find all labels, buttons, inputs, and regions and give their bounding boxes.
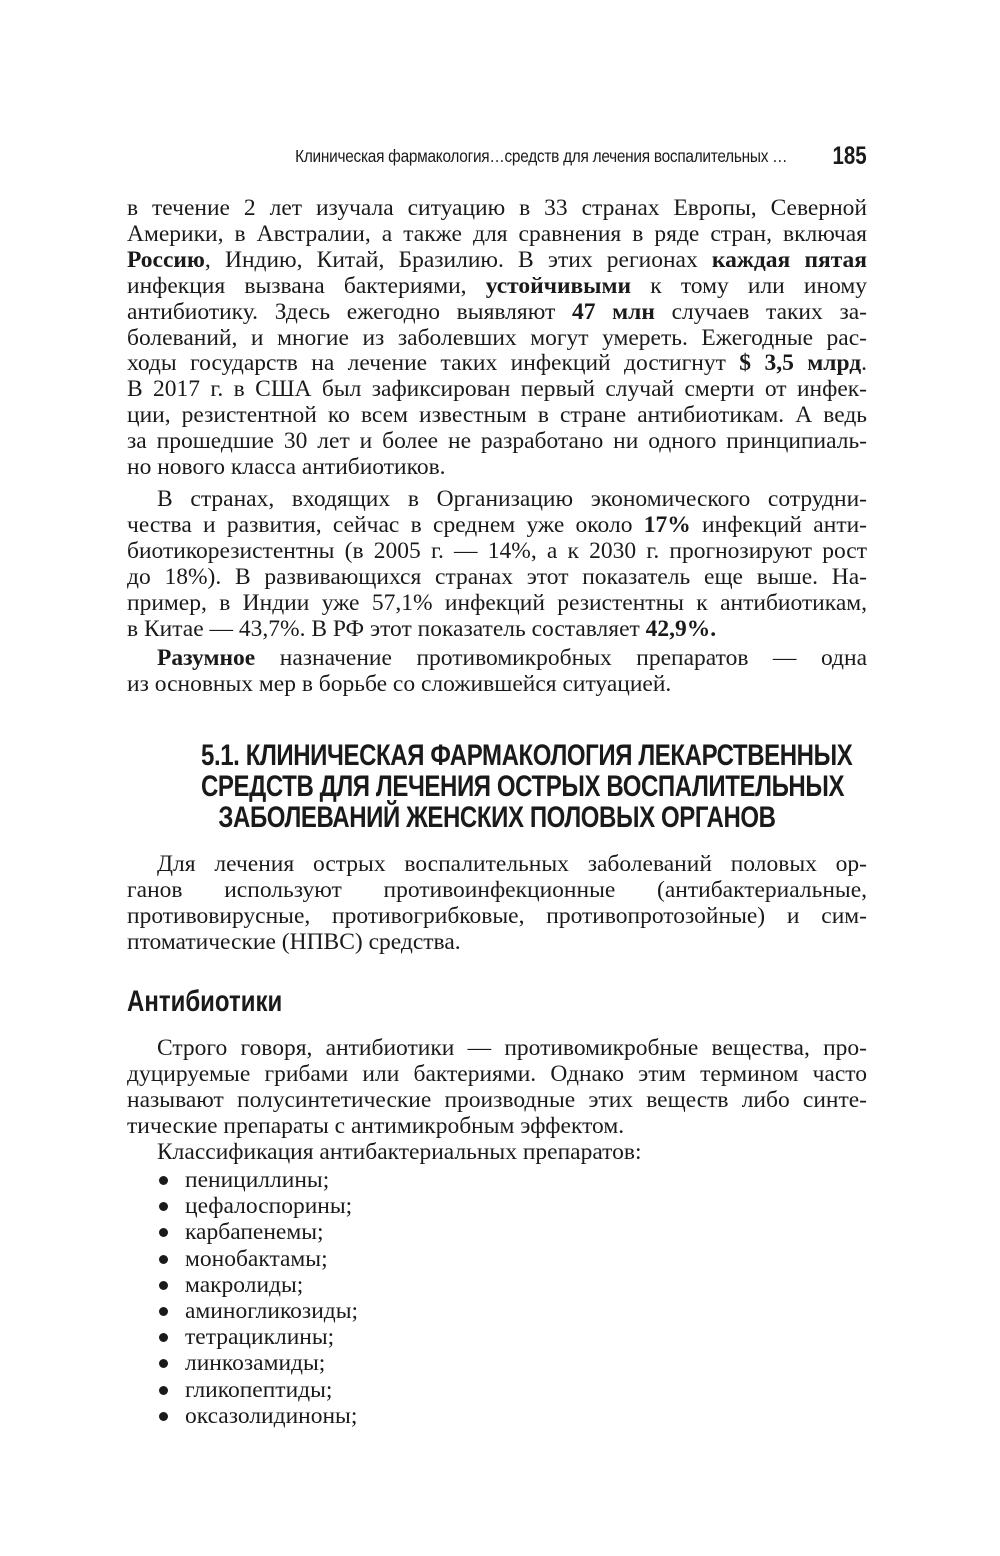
list-item [157,1377,358,1403]
classification-list [157,1167,358,1429]
list-item [157,1246,358,1272]
text-line: называют полусинтетические производные этих веществ либо синте- [127,1086,867,1113]
list-item-text: карбапенемы; [185,1219,324,1246]
bold-term-every-fifth: каждая пятая [711,246,867,273]
text-span: чества и развития, сейчас в среднем уже около [127,511,644,538]
text-span: инфекций анти- [690,511,867,538]
bullet-icon [159,1281,168,1290]
section-heading-line: 5.1. КЛИНИЧЕСКАЯ ФАРМАКОЛОГИЯ ЛЕКАРСТВЕННЫХ [201,739,853,772]
list-item-text: аминогликозиды; [185,1298,359,1325]
text-line: Строго говоря, антибиотики — противомикробные вещества, про- [157,1035,867,1061]
bold-term-3-5-bln: $ 3,5 млрд [739,350,862,377]
text-line: пример, в Индии уже 57,1% инфекций резистентны к антибиотикам, [127,589,867,616]
text-span: , Индию, Китай, Бразилию. В этих регионах [204,246,712,273]
section-intro-paragraph [127,852,867,956]
text-span: в Китае — 43,7%. В РФ этот показатель составляет [127,615,646,642]
text-span: случаев таких за- [654,298,867,325]
text-line: из основных мер в борьбе со сложившейся ситуацией. [127,670,672,697]
text-line [127,248,867,274]
text-line: противовирусные, противогрибковые, противопротозойные) и сим- [127,902,867,929]
running-head [127,142,867,172]
bullet-icon [159,1412,168,1421]
bold-term-17pct: 17% [643,511,691,538]
bold-term-rational: Разумное [157,645,256,671]
bold-term-42-9pct: 42,9%. [645,615,717,642]
text-line [127,351,867,377]
bullet-icon [159,1228,168,1237]
list-item [157,1350,358,1376]
text-line: болеваний, и многие из заболевших могут умереть. Ежегодные рас- [127,324,867,351]
text-line: биотикорезистентны (в 2005 г. — 14%, а к 2030 г. прогнозируют рост [127,537,867,564]
rational-paragraph [127,646,867,698]
list-item [157,1298,358,1324]
section-heading-line: ЗАБОЛЕВАНИЙ ЖЕНСКИХ ПОЛОВЫХ ОРГАНОВ [218,801,776,834]
text-line [127,513,867,539]
list-item-text: гликопептиды; [185,1376,333,1403]
bullet-icon [159,1333,168,1342]
bullet-icon [159,1359,168,1368]
list-item-text: оксазолидиноны; [185,1402,358,1429]
list-item [157,1219,358,1245]
text-span: инфекция вызвана бактериями, [127,272,486,299]
text-line [127,646,867,672]
list-item [157,1403,358,1429]
list-item-text: линкозамиды; [185,1350,326,1377]
list-item-text: пенициллины; [185,1167,330,1193]
intro-paragraph [127,196,867,481]
text-line: до 18%). В развивающихся странах этот показатель еще выше. На- [127,563,867,590]
text-span: . [861,350,867,377]
text-line: Классификация антибактериальных препаратов: [157,1138,642,1165]
section-heading-line: СРЕДСТВ ДЛЯ ЛЕЧЕНИЯ ОСТРЫХ ВОСПАЛИТЕЛЬНЫХ [201,770,845,803]
subheading-antibiotics: Антибиотики [127,985,283,1018]
text-line: тические препараты с антимикробным эффектом. [127,1112,625,1139]
text-span: назначение противомикробных препаратов — одна [255,645,867,671]
text-span: ходы государств на лечение таких инфекций достигнут [127,350,740,377]
bullet-icon [159,1307,168,1316]
text-line: в течение 2 лет изучала ситуацию в 33 странах Европы, Северной [127,195,867,221]
list-item [157,1193,358,1219]
running-title: Клиническая фармакология…средств для лечения воспалительных … [294,146,787,166]
text-line: птоматические (НПВС) средства. [127,928,461,955]
text-line [127,300,867,326]
bullet-icon [159,1176,168,1185]
text-line: Для лечения острых воспалительных заболеваний половых ор- [157,851,867,877]
text-line [127,274,867,300]
bullet-icon [159,1386,168,1395]
list-item-text: тетрациклины; [185,1324,335,1351]
text-span: антибиотику. Здесь ежегодно выявляют [127,298,572,325]
text-line: ции, резистентной ко всем известным в стране антибиотикам. А ведь [127,402,867,429]
list-item [157,1324,358,1350]
list-item-text: макролиды; [185,1271,304,1298]
list-item-text: цефалоспорины; [185,1193,353,1220]
oecd-paragraph [127,487,867,642]
text-line: за прошедшие 30 лет и более не разработано ни одного принципиаль- [127,428,867,455]
bullet-icon [159,1255,168,1264]
text-line: но нового класса антибиотиков. [127,454,446,481]
text-line: В странах, входящих в Организацию экономического сотрудни- [157,486,867,512]
list-item [157,1167,358,1193]
bold-term-47mln: 47 млн [571,298,655,325]
section-heading [127,740,867,833]
antibiotics-paragraph [127,1036,867,1166]
text-line: ганов используют противоинфекционные (антибактериальные, [127,876,867,903]
text-line: Америки, в Австралии, а также для сравнения в ряде стран, включая [127,220,867,247]
text-line: дуцируемые грибами или бактериями. Однако этим термином часто [127,1060,867,1087]
bold-term-resistant: устойчивыми [485,272,632,299]
bold-term-russia: Россию [127,246,205,273]
text-line: В 2017 г. в США был зафиксирован первый случай смерти от инфек- [127,376,867,403]
list-item-text: монобактамы; [185,1245,328,1272]
bullet-icon [159,1202,168,1211]
text-line [127,617,867,643]
list-item [157,1272,358,1298]
text-span: к тому или иному [631,272,867,299]
page-number: 185 [832,142,867,170]
